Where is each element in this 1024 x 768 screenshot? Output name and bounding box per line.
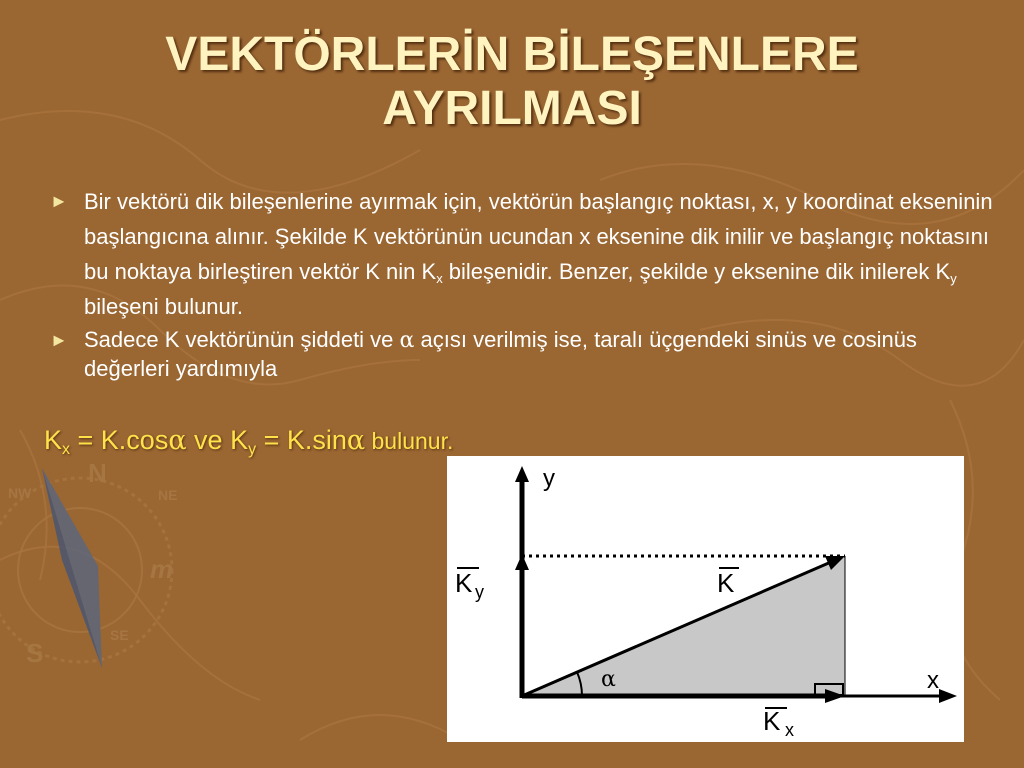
formula-part-1: = K.cos [70, 425, 169, 455]
bullet-item-1 [46, 184, 996, 324]
formula-line [44, 422, 453, 459]
formula-k: K [44, 425, 63, 455]
formula-alpha-1: α [168, 425, 187, 456]
bullet-1-text-b: bileşenidir. Benzer, şekilde y eksenine dik inilerek K [442, 259, 951, 284]
compass-letter-s: S [26, 638, 44, 668]
bullet-item-2 [46, 326, 996, 383]
formula-part-4: bulunur. [365, 428, 454, 454]
formula-part-3: = K.sin [256, 425, 347, 455]
compass-letter-se: SE [110, 627, 129, 643]
formula-part-2: ve K [186, 425, 249, 455]
compass-letter-ne: NE [158, 487, 178, 503]
slide-title-line-2: AYRILMASI [382, 82, 642, 135]
kx-label: K [763, 706, 781, 736]
vector-diagram [447, 456, 964, 742]
x-axis-arrow-icon [939, 689, 957, 703]
compass-decoration [0, 458, 177, 668]
bullet-2-alpha-symbol: α [399, 328, 415, 353]
formula-subscript-x: x [62, 441, 71, 458]
vector-diagram-svg [447, 456, 964, 742]
bullet-1-text-c: bileşeni bulunur. [84, 294, 244, 319]
ky-label: K [455, 568, 473, 598]
bullet-marker-icon: ► [50, 330, 68, 350]
compass-letter-nw: NW [8, 485, 32, 501]
bullet-marker-icon: ► [50, 191, 68, 211]
compass-letter-m: m [150, 554, 174, 584]
bullet-list [46, 184, 996, 383]
bullet-1-subscript-x: x [436, 271, 443, 286]
ky-label-subscript: y [475, 582, 484, 602]
bullet-2-text-b: açısı verilmiş ise, taralı üçgendeki sinüs ve cosinüs değerleri yardımıyla [84, 327, 917, 381]
x-axis-label: x [927, 667, 939, 694]
y-axis-arrow-icon [515, 466, 529, 482]
formula-subscript-y: y [248, 441, 257, 458]
k-label: K [717, 568, 735, 598]
slide-title-line-1: VEKTÖRLERİN BİLEŞENLERE [165, 28, 859, 81]
y-axis-label: y [543, 465, 555, 492]
formula-alpha-2: α [346, 425, 366, 456]
compass-letter-n: N [88, 458, 107, 488]
bullet-1-subscript-y: y [950, 271, 957, 286]
kx-label-subscript: x [785, 720, 794, 740]
bullet-2-text-a: Sadece K vektörünün şiddeti ve [84, 327, 400, 352]
bullet-1-text-a: Bir vektörü dik bileşenlerine ayırmak için, vektörün başlangıç noktası, x, y koordinat ekseninin başlangıcına alınır. Şekilde K vektörünün ucundan x eksenine dik inilir ve başlangıç noktasını bu noktaya birleştiren vektör K nin K [84, 189, 993, 284]
alpha-label: α [601, 667, 616, 692]
ky-arrow-icon [515, 554, 529, 570]
slide-title [0, 28, 1024, 136]
